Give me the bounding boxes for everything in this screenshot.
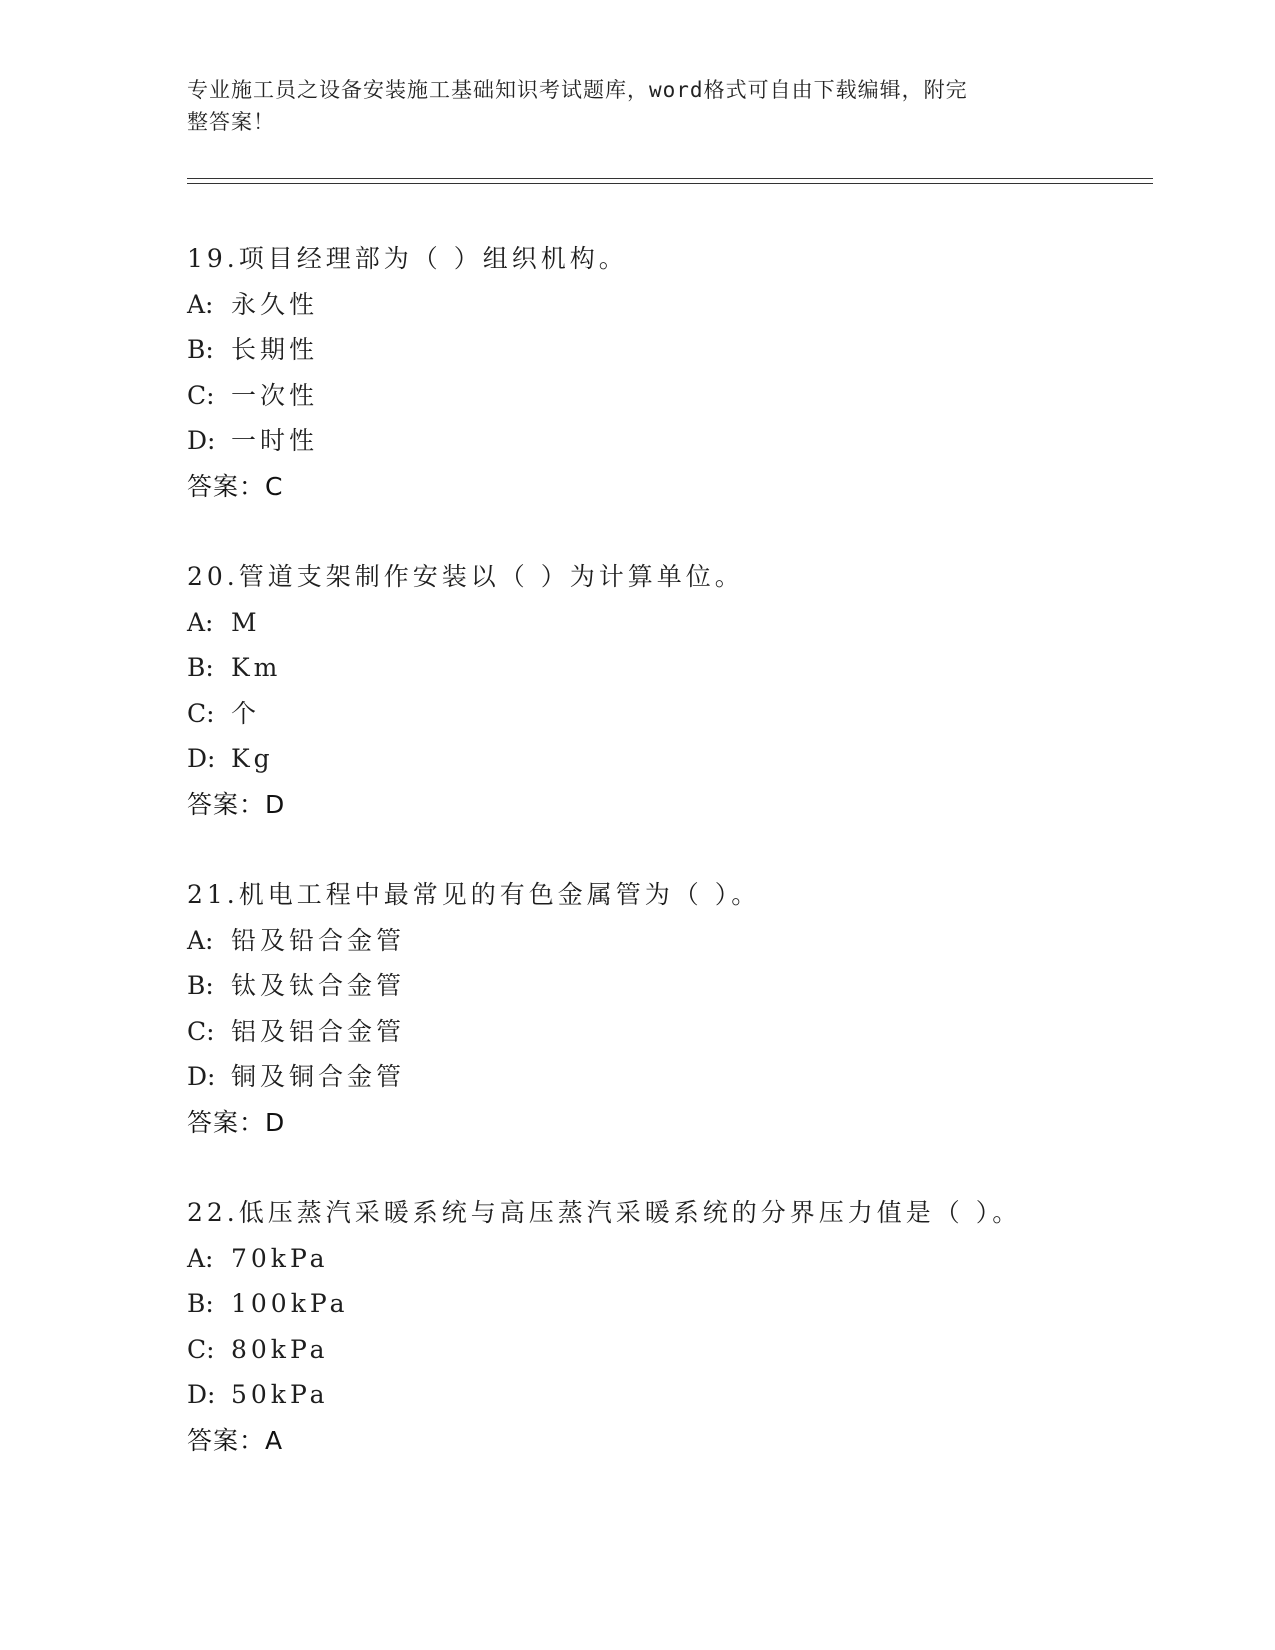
option-label: A:: [187, 289, 214, 319]
header-line-1: 专业施工员之设备安装施工基础知识考试题库，word格式可自由下载编辑，附完: [187, 78, 968, 102]
option-label: A:: [187, 1243, 214, 1273]
document-header: [187, 74, 1067, 138]
option-label: C:: [187, 380, 215, 410]
option-b: [187, 327, 1153, 373]
option-text: 铝及铝合金管: [231, 1016, 406, 1046]
option-b: [187, 1281, 1153, 1327]
option-label: B:: [187, 335, 214, 364]
question-stem: 19.项目经理部为（ ）组织机构。: [187, 244, 628, 273]
option-label: B:: [187, 971, 214, 1000]
option-d: [187, 1372, 1153, 1418]
question-21: [187, 872, 1153, 1190]
option-a: [187, 918, 1153, 964]
option-label: D:: [187, 1380, 216, 1409]
option-d: [187, 736, 1153, 782]
option-b: [187, 645, 1153, 691]
question-20: [187, 554, 1153, 872]
option-d: [187, 418, 1153, 464]
option-text: 个: [231, 698, 261, 728]
option-text: M: [231, 607, 261, 637]
option-text: 钛及钛合金管: [231, 971, 406, 1000]
option-label: B:: [187, 1289, 214, 1318]
option-text: 50kPa: [231, 1380, 329, 1409]
option-c: [187, 1009, 1153, 1055]
option-text: 70kPa: [231, 1243, 329, 1273]
option-label: C:: [187, 698, 215, 728]
option-text: 铅及铅合金管: [231, 925, 406, 955]
question-stem: 20.管道支架制作安装以（ ）为计算单位。: [187, 562, 744, 591]
option-text: 铜及铜合金管: [231, 1062, 406, 1091]
option-label: A:: [187, 607, 214, 637]
option-a: [187, 1236, 1153, 1282]
option-text: 长期性: [231, 335, 319, 364]
header-divider-bottom: [187, 183, 1153, 184]
option-b: [187, 963, 1153, 1009]
option-d: [187, 1054, 1153, 1100]
question-22: [187, 1190, 1153, 1508]
option-label: D:: [187, 426, 216, 455]
answer-key: 答案：D: [187, 789, 286, 819]
option-text: 一时性: [231, 426, 319, 455]
question-stem: 21.机电工程中最常见的有色金属管为（ ）。: [187, 880, 761, 909]
answer-key: 答案：D: [187, 1107, 286, 1137]
option-label: A:: [187, 925, 214, 955]
option-c: [187, 373, 1153, 419]
option-label: D:: [187, 744, 216, 773]
option-text: 一次性: [231, 380, 319, 410]
option-text: Kg: [231, 744, 274, 773]
option-label: C:: [187, 1334, 215, 1364]
option-text: 80kPa: [231, 1334, 329, 1364]
option-a: [187, 282, 1153, 328]
header-line-2: 整答案！: [187, 110, 275, 134]
option-label: D:: [187, 1062, 216, 1091]
option-text: Km: [231, 653, 282, 682]
option-label: C:: [187, 1016, 215, 1046]
question-stem: 22.低压蒸汽采暖系统与高压蒸汽采暖系统的分界压力值是（ ）。: [187, 1198, 1022, 1227]
option-c: [187, 1327, 1153, 1373]
option-text: 永久性: [231, 289, 319, 319]
header-divider-top: [187, 178, 1153, 179]
option-c: [187, 691, 1153, 737]
answer-key: 答案：A: [187, 1425, 284, 1455]
question-19: [187, 236, 1153, 554]
option-a: [187, 600, 1153, 646]
answer-key: 答案：C: [187, 471, 284, 501]
option-label: B:: [187, 653, 214, 682]
option-text: 100kPa: [231, 1289, 349, 1318]
question-list: [187, 236, 1153, 1508]
